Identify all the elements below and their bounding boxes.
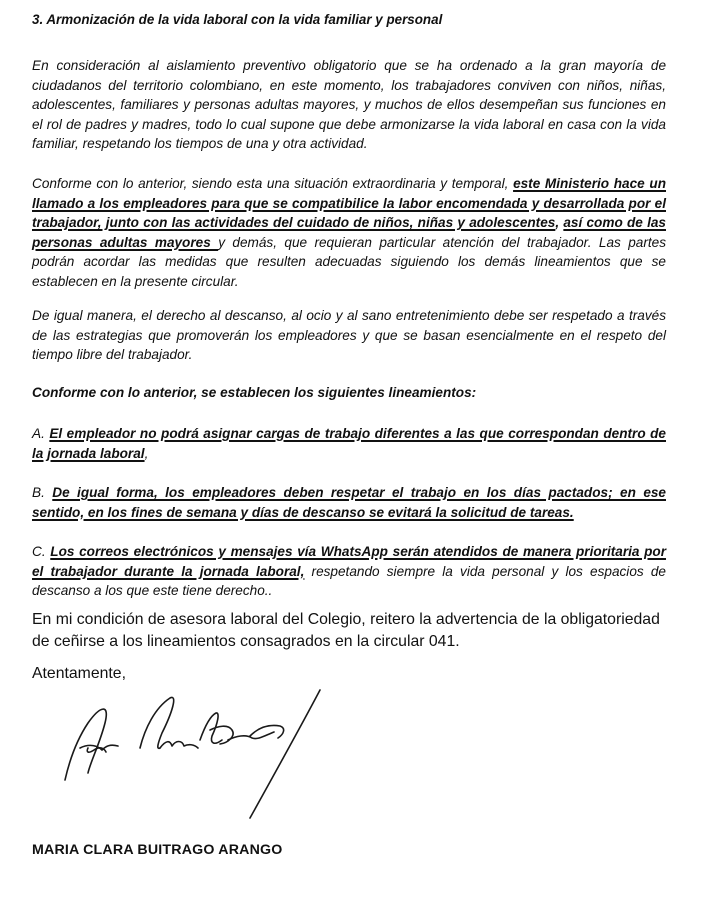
ministry-emphasis-elderly: así como de las personas adultas mayores bbox=[32, 215, 666, 250]
guideline-emphasis: El empleador no podrá asignar cargas de trabajo diferentes a las que correspondan dentro de la jornada laboral bbox=[32, 426, 666, 461]
signature-stroke bbox=[250, 725, 284, 738]
signature-stroke bbox=[140, 697, 174, 748]
guideline-letter: B. bbox=[32, 485, 53, 500]
guideline-item bbox=[32, 424, 666, 463]
guideline-item bbox=[32, 542, 666, 601]
signature-stroke bbox=[65, 709, 106, 780]
salutation: Atentamente, bbox=[32, 665, 126, 682]
paragraph-ministry-intro: Conforme con lo anterior, siendo esta una situación extraordinaria y temporal, bbox=[32, 176, 514, 191]
closing-statement: En mi condición de asesora laboral del Colegio, reitero la advertencia de la obligatoriedad de ceñirse a los lineamientos consagrados en la circular 041. bbox=[32, 611, 660, 650]
guideline-emphasis: Los correos electrónicos y mensajes vía WhatsApp serán atendidos de manera prioritaria por el trabajador durante la jornada laboral, bbox=[32, 544, 667, 579]
signature-stroke bbox=[160, 742, 198, 749]
signer-name: MARIA CLARA BUITRAGO ARANGO bbox=[32, 842, 283, 858]
paragraph-ministry-outro: y demás, que requieran particular atención del trabajador. Las partes podrán acordar las medidas que resulten adecuadas siguiendo los demás lineamientos que se establecen en la presente circular. bbox=[32, 234, 666, 289]
guideline-rest: , bbox=[144, 445, 149, 461]
ministry-emphasis-caregiving: este Ministerio hace un llamado a los empleadores para que se compatibilice la labor encomendada y desarrollada por el trabajador, junto con las actividades del cuidado de niños, niñas y adolescentes bbox=[32, 176, 666, 231]
signature-stroke bbox=[250, 690, 320, 818]
guideline-letter: A. bbox=[32, 426, 50, 441]
guideline-item bbox=[32, 483, 666, 522]
paragraph-ministry-call bbox=[32, 174, 666, 292]
signature-stroke bbox=[210, 726, 233, 744]
guideline-letter: C. bbox=[32, 544, 51, 559]
section-heading: 3. Armonización de la vida laboral con la vida familiar y personal bbox=[32, 12, 443, 27]
guidelines-intro: Conforme con lo anterior, se establecen los siguientes lineamientos: bbox=[32, 385, 477, 400]
guideline-rest: respetando siempre la vida personal y los espacios de descanso a los que este tiene derecho.. bbox=[32, 563, 666, 599]
paragraph-isolation-context: En consideración al aislamiento preventivo obligatorio que se ha ordenado a la gran mayoría de ciudadanos del territorio colombiano, en este momento, los trabajadores conviven con niños, niñas, adolescentes, familiares y personas adultas mayores, y muchos de ellos desempeñan sus funciones en el rol de padres y madres, todo lo cual supone que debe armonizarse la vida laboral en casa con la vida familiar, respetando los tiempos de una y otra actividad. bbox=[32, 58, 666, 152]
paragraph-right-to-rest: De igual manera, el derecho al descanso, al ocio y al sano entretenimiento debe ser respetado a través de las estrategias que promoverán los empleadores y que se basan esencialmente en el respeto del tiempo libre del trabajador. bbox=[32, 308, 666, 363]
handwritten-signature bbox=[60, 688, 340, 838]
ministry-separator: , bbox=[555, 215, 564, 231]
signature-stroke bbox=[200, 713, 222, 743]
guideline-emphasis: De igual forma, los empleadores deben respetar el trabajo en los días pactados; en ese sentido, en los fines de semana y días de descanso se evitará la solicitud de tareas. bbox=[32, 485, 666, 520]
